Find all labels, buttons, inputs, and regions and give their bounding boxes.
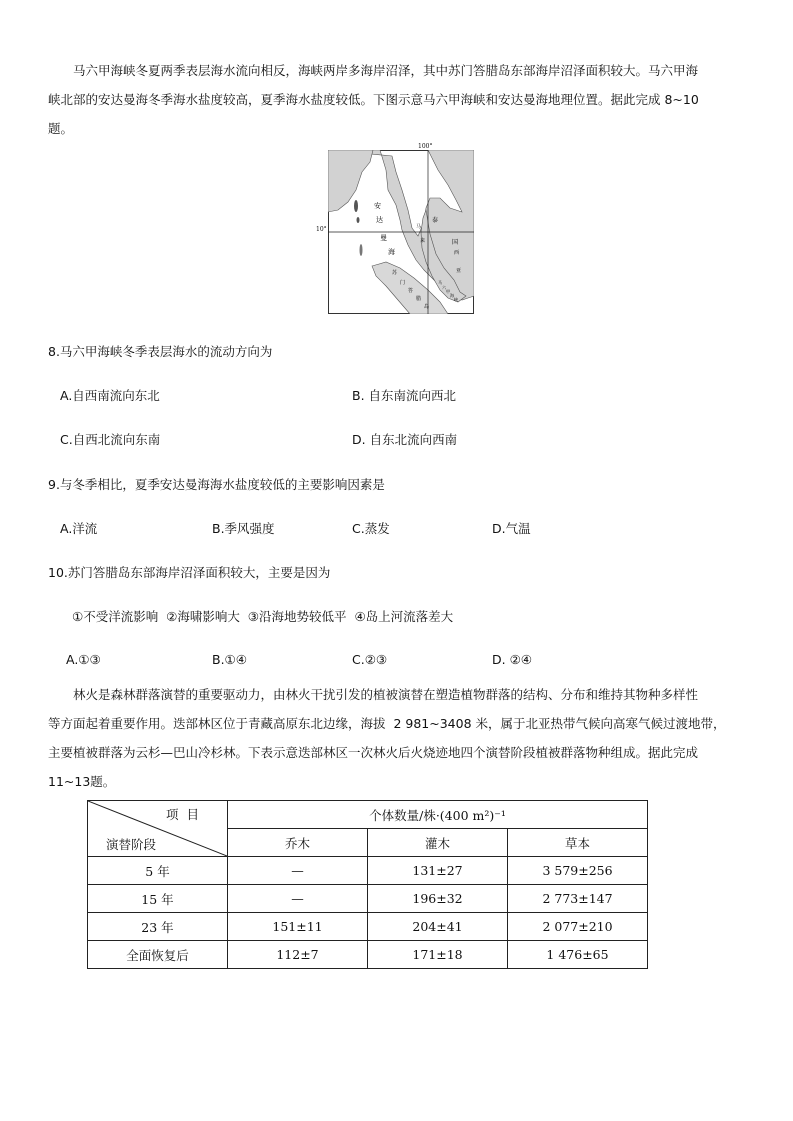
table-row xyxy=(88,885,648,913)
table-cell-tree: — xyxy=(228,857,368,885)
map-label-sumatra-5: 岛 xyxy=(424,304,430,310)
question-10-option-d[interactable]: D. ②④ xyxy=(492,652,532,667)
map-label-sumatra-1: 苏 xyxy=(392,270,398,276)
table-row xyxy=(88,913,648,941)
table-cell-stage: 15 年 xyxy=(88,885,228,913)
question-10-option-b[interactable]: B.①④ xyxy=(212,652,247,667)
map-island xyxy=(360,244,363,256)
table-corner-cell xyxy=(88,801,228,857)
table-col-header: 灌木 xyxy=(368,829,508,857)
table-cell-shrub: 171±18 xyxy=(368,941,508,969)
passage-2-line-1: 林火是森林群落演替的重要驱动力，由林火干扰引发的植被演替在塑造植物群落的结构、分布和维持其物种多样性 xyxy=(73,687,699,702)
table-cell-herb: 2 077±210 xyxy=(508,913,648,941)
table-cell-shrub: 131±27 xyxy=(368,857,508,885)
map-island xyxy=(354,200,358,212)
passage-1-line-3: 题。 xyxy=(48,121,74,136)
map-lon-label: 100° xyxy=(418,143,433,150)
question-8-option-b[interactable]: B. 自东南流向西北 xyxy=(352,388,457,403)
table-cell-stage: 全面恢复后 xyxy=(88,941,228,969)
question-9-option-a[interactable]: A.洋流 xyxy=(60,521,98,536)
table-group-header: 个体数量/株·(400 m²)⁻¹ xyxy=(228,801,648,829)
table-cell-tree: — xyxy=(228,885,368,913)
question-8-option-a[interactable]: A.自西南流向东北 xyxy=(60,388,160,403)
table-cell-tree: 151±11 xyxy=(228,913,368,941)
table-corner-top: 项 目 xyxy=(166,807,199,822)
map-label-strait-3: 甲 xyxy=(446,289,450,294)
table-row xyxy=(88,857,648,885)
question-10-option-a[interactable]: A.①③ xyxy=(66,652,101,667)
table-cell-stage: 23 年 xyxy=(88,913,228,941)
table-col-header: 乔木 xyxy=(228,829,368,857)
question-10-choices: ①不受洋流影响 ②海啸影响大 ③沿海地势较低平 ④岛上河流落差大 xyxy=(72,609,454,624)
map-label-strait-1: 马 xyxy=(438,280,442,285)
table-cell-stage: 5 年 xyxy=(88,857,228,885)
table-cell-shrub: 204±41 xyxy=(368,913,508,941)
map-island xyxy=(357,217,360,223)
table-col-header: 草本 xyxy=(508,829,648,857)
question-8-stem: 8.马六甲海峡冬季表层海水的流动方向为 xyxy=(48,344,273,359)
passage-1-line-2: 峡北部的安达曼海冬季海水盐度较高，夏季海水盐度较低。下图示意马六甲海峡和安达曼海地理位置。据此完成 8~10 xyxy=(48,92,699,107)
map-label-andaman-1: 安 xyxy=(374,202,381,210)
strait-map xyxy=(328,150,474,314)
question-9-option-d[interactable]: D.气温 xyxy=(492,521,531,536)
table-corner-bottom: 演替阶段 xyxy=(106,837,157,852)
map-label-thailand-2: 国 xyxy=(452,239,459,246)
passage-2 xyxy=(48,680,744,796)
question-10-stem: 10.苏门答腊岛东部海岸沼泽面积较大，主要是因为 xyxy=(48,565,331,580)
question-9-stem: 9.与冬季相比，夏季安达曼海海水盐度较低的主要影响因素是 xyxy=(48,477,385,492)
passage-2-line-2: 等方面起着重要作用。迭部林区位于青藏高原东北边缘，海拔 2 981~3408 米，属于北亚热带气候向高寒气候过渡地带， xyxy=(48,716,726,731)
question-8-option-c[interactable]: C.自西北流向东南 xyxy=(60,432,161,447)
map-label-malaysia-1: 马 xyxy=(416,224,422,230)
map-label-malaysia-3: 西 xyxy=(454,250,460,256)
table-cell-herb: 3 579±256 xyxy=(508,857,648,885)
map-label-strait-5: 峡 xyxy=(454,297,458,302)
map-label-strait-4: 海 xyxy=(450,293,454,298)
map-label-sumatra-2: 门 xyxy=(400,280,406,286)
table-row xyxy=(88,941,648,969)
passage-1-line-1: 马六甲海峡冬夏两季表层海水流向相反，海峡两岸多海岸沼泽，其中苏门答腊岛东部海岸沼泽面积较大。马六甲海 xyxy=(73,63,699,78)
map-label-strait-2: 六 xyxy=(442,285,446,290)
passage-2-line-3: 主要植被群落为云杉—巴山冷杉林。下表示意迭部林区一次林火后火烧迹地四个演替阶段植被群落物种组成。据此完成 xyxy=(48,745,699,760)
table-cell-herb: 2 773±147 xyxy=(508,885,648,913)
table-cell-herb: 1 476±65 xyxy=(508,941,648,969)
passage-2-line-4: 11~13题。 xyxy=(48,774,116,789)
question-9-option-c[interactable]: C.蒸发 xyxy=(352,521,390,536)
question-8-option-d[interactable]: D. 自东北流向西南 xyxy=(352,432,458,447)
map-label-andaman-4: 海 xyxy=(388,248,395,256)
map-label-sumatra-4: 腊 xyxy=(416,296,422,302)
map-lat-label: 10° xyxy=(316,226,327,233)
map-label-thailand-1: 泰 xyxy=(432,217,439,224)
question-10-option-c[interactable]: C.②③ xyxy=(352,652,388,667)
map-label-malaysia-4: 亚 xyxy=(456,268,462,274)
succession-table xyxy=(87,800,648,969)
map-label-sumatra-3: 答 xyxy=(408,288,414,294)
table-cell-tree: 112±7 xyxy=(228,941,368,969)
map-label-andaman-3: 曼 xyxy=(380,234,387,242)
passage-1 xyxy=(48,56,744,143)
table-cell-shrub: 196±32 xyxy=(368,885,508,913)
map-label-andaman-2: 达 xyxy=(376,216,383,224)
question-9-option-b[interactable]: B.季风强度 xyxy=(212,521,275,536)
map-label-malaysia-2: 来 xyxy=(420,238,426,244)
